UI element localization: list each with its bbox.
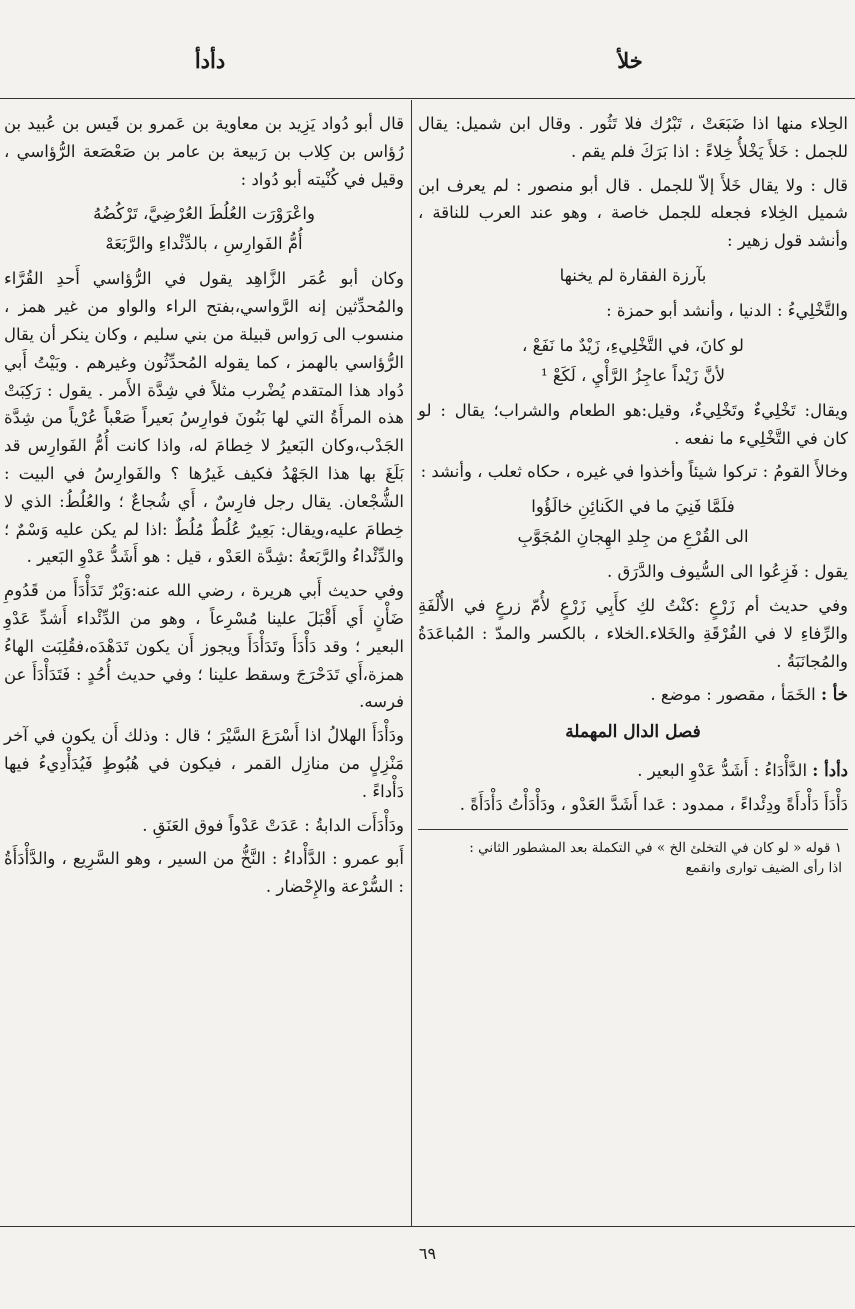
right-column — [418, 110, 848, 878]
entry-body: الدَّأْدَاءُ : أَشَدُّ عَدْوِ البعير . — [637, 760, 808, 780]
entry-daadaa — [418, 757, 848, 785]
verse — [418, 331, 848, 391]
paragraph: دَأْدَأَ دَأْدأَةً ودِئْداءً ، ممدود : عَدا أَشَدَّ العَدْو ، ودَأْدَأْتُ دَأْدَأَةً . — [459, 794, 848, 814]
paragraph: الحِلاء منها اذا ضَبَعَتْ ، تَبْرُك فلا تَثُور . وقال ابن شميل: يقال للجمل : خَلأَ يَخْلأُ خِلاءً : اذا بَرَكَ فلم يقم . — [418, 114, 848, 161]
verse-line: واعْرَوْرَت العُلُطَ العُرْضِيَّ، تَرْكُضُهُ — [93, 204, 315, 224]
header-right-word: خلأ — [617, 48, 643, 73]
footnote — [418, 838, 848, 878]
verse-line: لأنَّ زَيْداً عاجِزُ الرَّأْيِ ، لَكَعْ ¹ — [540, 365, 726, 385]
paragraph: وفي حديث أم زَرْعٍ :كنْتُ لكِ كأَبِي زَرْعٍ لأُمّ زرعٍ في الأُلْفَةِ والرِّفاءِ لا في الفُرْقَةِ والخَلاء.الخلاء ، بالكسر والمدّ : المُباعَدَةُ والمُجانَبَةُ . — [418, 595, 848, 671]
verse-line: الى القُرْعِ من جِلدِ الهِجانِ المُجَوَّبِ — [517, 527, 749, 547]
footer-rule — [0, 1226, 855, 1227]
verse-line: لو كانَ، في التَّخْلِيءِ، زَيْدٌ ما نَفَعْ ، — [522, 335, 744, 355]
paragraph: ويقال: تَخْلِيءٌ وتَخْلِيءٌ، وقيل:هو الطعام والشراب؛ يقال : لو كان في التَّخْلِيء ما نفعه . — [418, 400, 848, 448]
page-number: ٦٩ — [418, 1244, 437, 1263]
entry-headword: دأدأ : — [812, 760, 848, 780]
verse — [418, 261, 848, 291]
paragraph: وكان أبو عُمَر الزَّاهِد يقول في الرُّؤاسي أَحدِ القُرَّاء والمُحدِّثين إنه الرَّواسي،بفتح الراء والواو من غير همز ، منسوب الى رَواس قبيلة من بني سليم ، وكان ينكر أن يقال الرُّؤاسي بالهمز ، كما يقوله المُحدِّثُون وغيرهم . وبَيْتُ أَبي دُواد هذا المتقدم يُضْرب مثلاً في شِدَّة الأَمر . يقول : رَكِبَتْ هذه المرأَةُ التي لها بَنُونَ فوارِسُ بَعيراً صَعْباً عُرْياً من شِدَّة الجَدْب،وكان البَعيرُ لا خِطامَ له، واذا كانت أُمُّ الفَوارِس قد بَلَغَ بها هذا الجَهْدُ فكيف غَيرُها ؟ والفَوارِسُ في البيت : الشُّجْعان. يقال رجل فارِسٌ ، أَي شُجاعٌ ؛ والعُلُطُ: الذي لا خِطامَ عليه،ويقال: بَعِيرٌ عُلُطٌ مُلُطٌ :اذا لم يكن عليه وَسْمٌ ؛ والدِّئْداءُ والرَّبَعةُ :شِدَّة العَدْو ، قيل : هو أَشَدُّ عَدْوِ البَعير . — [4, 269, 404, 567]
verse — [4, 199, 404, 259]
entry-khaa — [418, 681, 848, 709]
header-rule — [0, 98, 855, 99]
column-divider — [411, 100, 412, 1226]
section-title: فصل الدال المهملة — [565, 722, 701, 743]
header-left-word: دأدأ — [194, 48, 226, 73]
entry-headword: خأ : — [820, 685, 848, 705]
paragraph: يقول : فَزِعُوا الى السُّيوف والدَّرَق . — [607, 562, 848, 582]
paragraph: قال أبو دُواد يَزِيد بن معاوية بن عَمرو بن قَيس بن عُبيد بن رُؤاس بن كِلاب بن رَبيعة بن عامر بن صَعْصَعة الرُّؤاسي ، وقيل في كُنْيته أبو دُواد : — [4, 114, 404, 189]
verse — [418, 492, 848, 552]
entry-body: الخَمَأ ، مقصور : موضع . — [650, 685, 816, 705]
paragraph: قال : ولا يقال خَلأَ إلاّ للجمل . قال أبو منصور : لم يعرف ابن شميل الخِلاء فجعله للجمل خاصة ، وهو عند العرب للناقة ، وأنشد قول زهير : — [418, 175, 848, 251]
paragraph: وخالأَ القومُ : تركوا شيئاً وأخذوا في غيره ، حكاه ثعلب ، وأنشد : — [420, 462, 848, 482]
footnote-line: ١ قوله « لو كان في التخلئ الخ » في التكملة بعد المشطور الثاني : — [469, 839, 842, 856]
footnote-line: اذا رأى الضيف توارى وانقمع — [685, 859, 842, 876]
verse-line: بآرزة الفقارة لم يخنها — [559, 265, 707, 285]
verse-line: فلَمَّا فَنِيَ ما في الكَنائِنِ خالَؤُوا — [531, 497, 735, 517]
paragraph: ودَأْدَأَ الهلالُ اذا أَسْرَعَ السَّيْرَ ؛ قال : وذلك أَن يكون في آخر مَنْزِلٍ من منازِل القمر ، فيكون في هُبُوطٍ فَيُدَأْدِيءُ فيها دَأْداءً . — [4, 726, 404, 801]
paragraph: أَبو عمرو : الدَّأْداءُ : النَّخُّ من السير ، وهو السَّرِيع ، والدَّأْدَأَةُ : السُّرْعة والإِحْضار . — [4, 849, 404, 897]
left-column — [4, 110, 404, 907]
paragraph: والتَّخْلِيءُ : الدنيا ، وأنشد أبو حمزة : — [606, 300, 848, 320]
verse-line: أُمُّ الفَوارِسِ ، بالدِّئْداءِ والرَّبَعَهْ — [105, 234, 303, 254]
paragraph: وفي حديث أَبي هريرة ، رضي الله عنه:وَبْرٌ تَدَأْدَأَ من قَدُومِ ضَأْنٍ أَي أَقْبَلَ علينا مُسْرِعاً ، وهو من الدِّئْداء أَشدِّ عَدْوِ البعير ؛ وقد دَأْدَأَ وتَدَأْدَأَ ويجوز أَن يكون تَدَهْدَه،فقُلِبَت الهاءُ همزة،أَي تَدَحْرَجَ وسقط علينا ؛ وفي حديث أُحُدٍ : فَتَدَأْدَأَ عن فرسه. — [4, 581, 404, 712]
footnote-rule — [418, 829, 848, 830]
paragraph: ودَأْدَأَت الدابةُ : عَدَتْ عَدْواً فوق العَنَقِ . — [142, 815, 404, 835]
